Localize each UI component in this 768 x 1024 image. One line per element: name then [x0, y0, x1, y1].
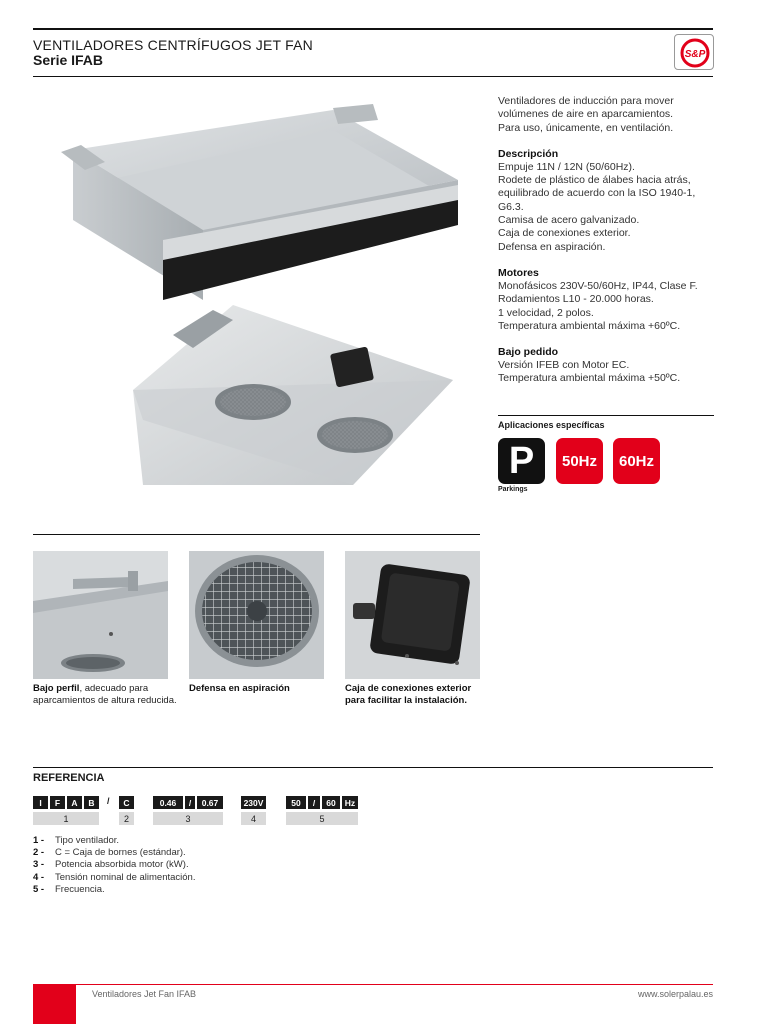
- section-text-bajo-pedido: Versión IFEB con Motor EC. Temperatura ambiental máxima +50ºC.: [498, 359, 681, 385]
- feature-image-low-profile: [33, 551, 168, 679]
- legend-text: Tensión nominal de alimentación.: [55, 871, 196, 883]
- feature-caption-bold: Caja de conexiones exterior para facilitar la instalación.: [345, 683, 472, 706]
- product-hero-image: [33, 90, 480, 500]
- legend-number: 2 -: [33, 847, 45, 859]
- code-slash: /: [107, 796, 110, 806]
- intro-text: Ventiladores de inducción para mover volúmenes de aire en aparcamientos. Para uso, únicamente, en ventilación.: [498, 95, 674, 134]
- legend-text: Tipo ventilador.: [55, 835, 120, 846]
- code-freq-a: 50: [286, 796, 306, 809]
- code-letter: B: [84, 796, 99, 809]
- code-number: 4: [241, 812, 266, 825]
- legend-text: Frecuencia.: [55, 883, 105, 895]
- legend-row: [33, 835, 195, 847]
- code-voltage: 230V: [241, 796, 266, 809]
- feature-caption-low-profile: [33, 683, 183, 707]
- code-slash: /: [185, 796, 195, 809]
- legend-row: [33, 859, 195, 871]
- section-title-bajo-pedido: Bajo pedido: [498, 346, 559, 359]
- applications-rule: [498, 415, 714, 416]
- section-title-motores: Motores: [498, 266, 539, 279]
- legend-number: 5 -: [33, 883, 45, 895]
- code-letter: A: [67, 796, 82, 809]
- legend-row: [33, 884, 195, 896]
- header-rule: [33, 76, 713, 77]
- feature-caption-guard: [189, 683, 329, 695]
- legend-row: [33, 847, 195, 859]
- legend-number: 3 -: [33, 859, 45, 871]
- legend-text: Potencia absorbida motor (kW).: [55, 859, 189, 871]
- product-description: [498, 95, 718, 386]
- section-title-descripcion: Descripción: [498, 147, 559, 160]
- parking-caption: Parkings: [498, 486, 528, 493]
- section-rule: [33, 534, 480, 535]
- badge-50hz: 50Hz: [556, 438, 603, 484]
- legend-text: C = Caja de bornes (estándar).: [55, 847, 186, 859]
- page-subtitle: Serie IFAB: [33, 52, 104, 68]
- footer-accent-block: [33, 984, 76, 1024]
- footer-title: Ventiladores Jet Fan IFAB: [92, 989, 197, 999]
- legend-row: [33, 872, 195, 884]
- code-power-a: 0.46: [153, 796, 183, 809]
- feature-image-connection-box: [345, 551, 480, 679]
- brand-logo: [674, 34, 714, 70]
- legend-number: 4 -: [33, 871, 45, 883]
- code-number: 1: [33, 812, 99, 825]
- code-number: 5: [286, 812, 358, 825]
- svg-text:S&P: S&P: [684, 49, 706, 60]
- footer-rule: [76, 984, 713, 985]
- feature-caption-text: , adecuado para aparcamientos de altura reducida.: [33, 683, 177, 706]
- applications-title: Aplicaciones específicas: [498, 420, 605, 430]
- code-freq-unit: Hz: [342, 796, 358, 809]
- footer-website-link[interactable]: www.solerpalau.es: [637, 989, 713, 999]
- feature-image-guard: [189, 551, 324, 679]
- code-freq-b: 60: [322, 796, 340, 809]
- feature-caption-bold: Bajo perfil: [33, 683, 80, 694]
- code-power-b: 0.67: [197, 796, 223, 809]
- section-text-descripcion: Empuje 11N / 12N (50/60Hz). Rodete de plástico de álabes hacia atrás, equilibrado de acuerdo con la ISO 1940-1, G6.3. Camisa de acero galvanizado. Caja de conexiones exterior. Defensa en aspiración.: [498, 160, 696, 253]
- feature-caption-bold: Defensa en aspiración: [189, 683, 290, 694]
- page-title: VENTILADORES CENTRÍFUGOS JET FAN: [33, 37, 313, 53]
- section-text-motores: Monofásicos 230V-50/60Hz, IP44, Clase F. Rodamientos L10 - 20.000 horas. 1 velocidad, 2 polos. Temperatura ambiental máxima +60ºC.: [498, 279, 698, 332]
- legend-number: 1 -: [33, 835, 45, 846]
- code-letter: F: [50, 796, 65, 809]
- feature-caption-connection-box: [345, 683, 485, 707]
- reference-rule: [33, 767, 713, 768]
- code-option-c: C: [119, 796, 134, 809]
- reference-title: REFERENCIA: [33, 772, 105, 784]
- parking-badge: P: [498, 438, 545, 484]
- code-number: 2: [119, 812, 134, 825]
- code-number: 3: [153, 812, 223, 825]
- badge-60hz: 60Hz: [613, 438, 660, 484]
- code-slash: /: [308, 796, 320, 809]
- reference-legend: [33, 835, 195, 896]
- code-letter: I: [33, 796, 48, 809]
- top-rule: [33, 28, 713, 30]
